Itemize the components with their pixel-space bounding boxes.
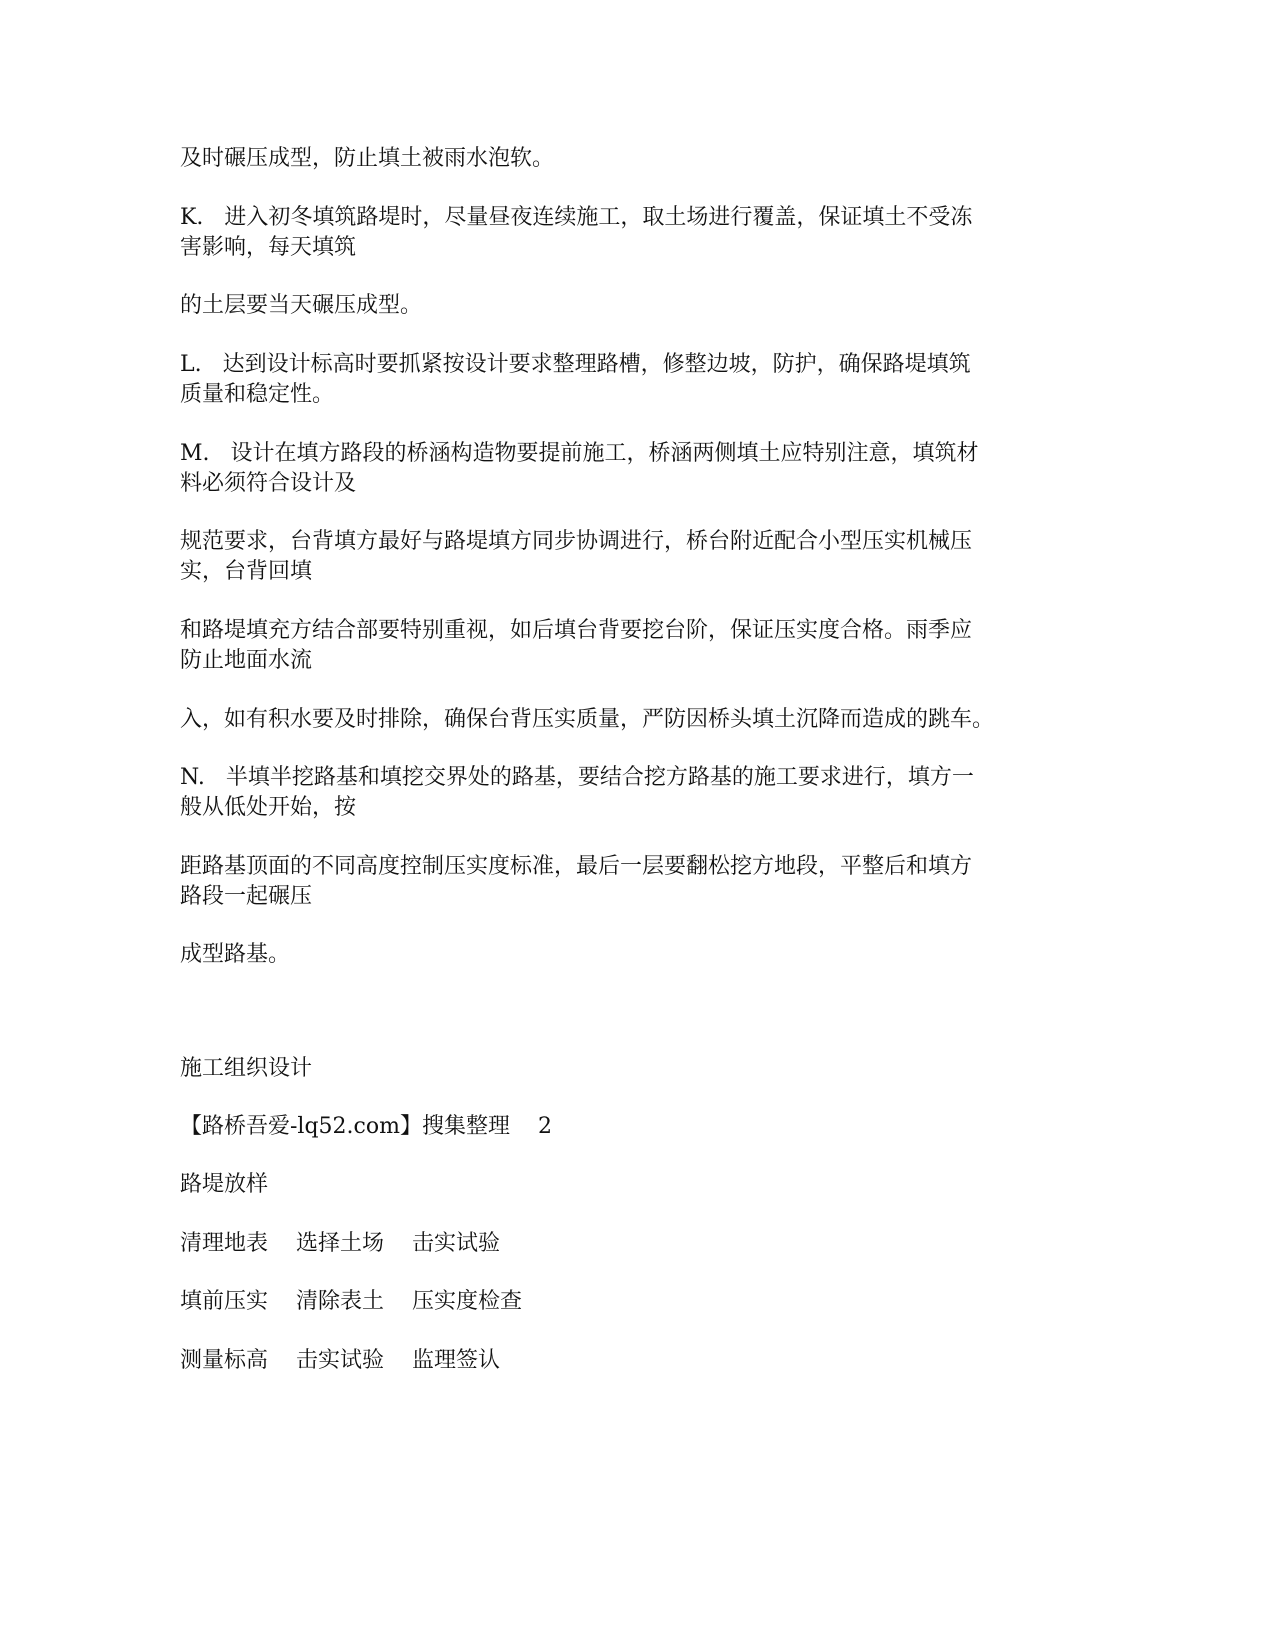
paragraph-line: 和路堤填充方结合部要特别重视，如后填台背要挖台阶，保证压实度合格。雨季应 xyxy=(180,618,973,643)
paragraph-line: 防止地面水流 xyxy=(180,648,313,673)
paragraph-line: 距路基顶面的不同高度控制压实度标准，最后一层要翻松挖方地段，平整后和填方 xyxy=(180,854,973,879)
paragraph-line: 料必须符合设计及 xyxy=(180,471,357,496)
flow-step-row: 填前压实 清除表土 压实度检查 xyxy=(180,1289,522,1314)
paragraph-line: 规范要求，台背填方最好与路堤填方同步协调进行，桥台附近配合小型压实机械压 xyxy=(180,529,973,554)
paragraph-line: 质量和稳定性。 xyxy=(180,382,335,407)
paragraph-line: 害影响，每天填筑 xyxy=(180,235,357,260)
flow-step: 路堤放样 xyxy=(180,1172,269,1197)
paragraph-line: 的土层要当天碾压成型。 xyxy=(180,293,423,318)
paragraph-line: 成型路基。 xyxy=(180,942,291,967)
paragraph-line: 实，台背回填 xyxy=(180,559,313,584)
paragraph-line: 入，如有积水要及时排除，确保台背压实质量，严防因桥头填土沉降而造成的跳车。 xyxy=(180,707,995,732)
flow-step-row: 测量标高 击实试验 监理签认 xyxy=(180,1348,500,1373)
paragraph-line: N. 半填半挖路基和填挖交界处的路基，要结合挖方路基的施工要求进行，填方一 xyxy=(180,765,974,790)
paragraph-line: 路段一起碾压 xyxy=(180,884,313,909)
paragraph-line: 及时碾压成型，防止填土被雨水泡软。 xyxy=(180,146,555,171)
section-heading: 施工组织设计 xyxy=(180,1056,313,1081)
paragraph-line: K. 进入初冬填筑路堤时，尽量昼夜连续施工，取土场进行覆盖，保证填土不受冻 xyxy=(180,205,973,230)
flow-step-row: 清理地表 选择土场 击实试验 xyxy=(180,1231,500,1256)
paragraph-line: M. 设计在填方路段的桥涵构造物要提前施工，桥涵两侧填土应特别注意，填筑材 xyxy=(180,441,979,466)
source-credit: 【路桥吾爱-lq52.com】搜集整理 2 xyxy=(180,1114,552,1139)
paragraph-line: L. 达到设计标高时要抓紧按设计要求整理路槽，修整边坡，防护，确保路堤填筑 xyxy=(180,352,971,377)
paragraph-line: 般从低处开始，按 xyxy=(180,795,357,820)
